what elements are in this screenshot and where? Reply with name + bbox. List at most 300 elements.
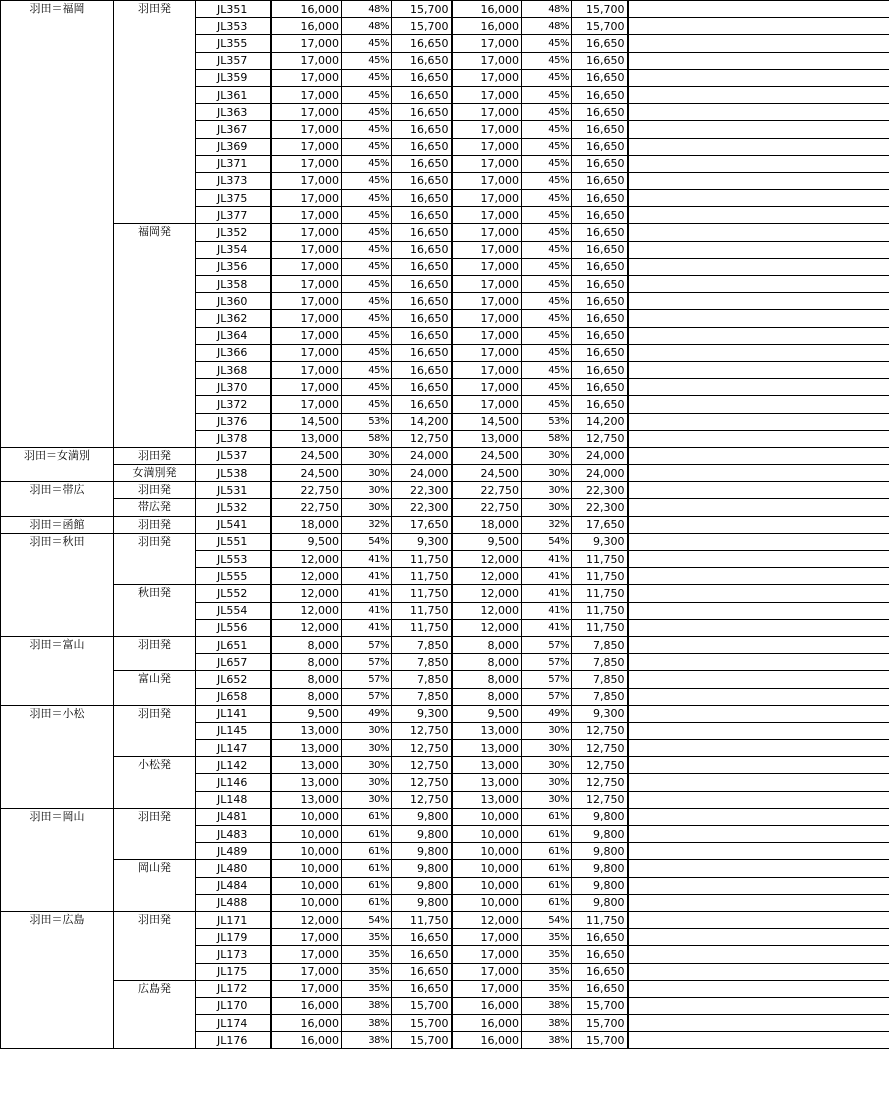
- flight-number-cell: JL488: [196, 894, 271, 911]
- discount-1-cell: 41%: [342, 619, 392, 636]
- discount-2-cell: 57%: [522, 688, 572, 705]
- price-2-cell: 7,850: [572, 671, 628, 688]
- price-2-cell: 11,750: [572, 911, 628, 928]
- fare-1-cell: 13,000: [271, 774, 342, 791]
- discount-2-cell: 48%: [522, 1, 572, 18]
- price-1-cell: 11,750: [392, 619, 452, 636]
- table-row: [1, 447, 889, 464]
- flight-number-cell: JL145: [196, 722, 271, 739]
- flight-number-cell: JL484: [196, 877, 271, 894]
- price-2-cell: 11,750: [572, 602, 628, 619]
- empty-cell: [628, 671, 889, 688]
- empty-cell: [628, 946, 889, 963]
- fare-1-cell: 17,000: [271, 35, 342, 52]
- price-1-cell: 16,650: [392, 258, 452, 275]
- discount-2-cell: 45%: [522, 379, 572, 396]
- direction-cell: 羽田発: [114, 516, 196, 533]
- empty-cell: [628, 1032, 889, 1049]
- discount-1-cell: 54%: [342, 911, 392, 928]
- price-2-cell: 16,650: [572, 276, 628, 293]
- fare-1-cell: 17,000: [271, 52, 342, 69]
- fare-2-cell: 12,000: [452, 551, 522, 568]
- flight-number-cell: JL352: [196, 224, 271, 241]
- discount-1-cell: 45%: [342, 379, 392, 396]
- fare-1-cell: 17,000: [271, 207, 342, 224]
- price-2-cell: 15,700: [572, 1015, 628, 1032]
- empty-cell: [628, 585, 889, 602]
- empty-cell: [628, 1015, 889, 1032]
- discount-2-cell: 41%: [522, 585, 572, 602]
- price-2-cell: 9,800: [572, 894, 628, 911]
- fare-1-cell: 17,000: [271, 361, 342, 378]
- discount-2-cell: 45%: [522, 361, 572, 378]
- direction-cell: 富山発: [114, 671, 196, 705]
- route-cell: 羽田＝小松: [1, 705, 114, 808]
- fare-2-cell: 17,000: [452, 963, 522, 980]
- fare-1-cell: 13,000: [271, 791, 342, 808]
- discount-2-cell: 45%: [522, 310, 572, 327]
- discount-1-cell: 45%: [342, 258, 392, 275]
- direction-cell: 帯広発: [114, 499, 196, 516]
- discount-2-cell: 45%: [522, 396, 572, 413]
- fare-1-cell: 17,000: [271, 224, 342, 241]
- flight-number-cell: JL483: [196, 826, 271, 843]
- empty-cell: [628, 602, 889, 619]
- empty-cell: [628, 911, 889, 928]
- discount-2-cell: 35%: [522, 980, 572, 997]
- price-2-cell: 9,800: [572, 808, 628, 825]
- discount-1-cell: 35%: [342, 946, 392, 963]
- table-row: [1, 465, 889, 482]
- route-cell: 羽田＝女満別: [1, 447, 114, 481]
- fare-1-cell: 10,000: [271, 860, 342, 877]
- price-2-cell: 15,700: [572, 1032, 628, 1049]
- flight-number-cell: JL658: [196, 688, 271, 705]
- discount-2-cell: 41%: [522, 551, 572, 568]
- discount-1-cell: 61%: [342, 808, 392, 825]
- fare-1-cell: 8,000: [271, 688, 342, 705]
- discount-2-cell: 30%: [522, 757, 572, 774]
- fare-1-cell: 10,000: [271, 894, 342, 911]
- flight-number-cell: JL172: [196, 980, 271, 997]
- flight-number-cell: JL532: [196, 499, 271, 516]
- empty-cell: [628, 740, 889, 757]
- fare-1-cell: 13,000: [271, 722, 342, 739]
- empty-cell: [628, 241, 889, 258]
- discount-2-cell: 45%: [522, 241, 572, 258]
- empty-cell: [628, 963, 889, 980]
- discount-2-cell: 57%: [522, 654, 572, 671]
- empty-cell: [628, 379, 889, 396]
- flight-number-cell: JL361: [196, 86, 271, 103]
- price-1-cell: 16,650: [392, 121, 452, 138]
- fare-2-cell: 17,000: [452, 104, 522, 121]
- discount-1-cell: 38%: [342, 1032, 392, 1049]
- table-row: [1, 705, 889, 722]
- price-1-cell: 11,750: [392, 551, 452, 568]
- fare-1-cell: 12,000: [271, 585, 342, 602]
- empty-cell: [628, 499, 889, 516]
- fare-2-cell: 17,000: [452, 121, 522, 138]
- discount-1-cell: 45%: [342, 35, 392, 52]
- discount-2-cell: 61%: [522, 843, 572, 860]
- discount-1-cell: 45%: [342, 310, 392, 327]
- price-1-cell: 9,800: [392, 860, 452, 877]
- fare-2-cell: 17,000: [452, 86, 522, 103]
- price-2-cell: 16,650: [572, 104, 628, 121]
- fare-1-cell: 17,000: [271, 946, 342, 963]
- fare-1-cell: 10,000: [271, 843, 342, 860]
- discount-2-cell: 45%: [522, 190, 572, 207]
- price-2-cell: 16,650: [572, 293, 628, 310]
- flight-number-cell: JL173: [196, 946, 271, 963]
- empty-cell: [628, 619, 889, 636]
- fare-2-cell: 12,000: [452, 602, 522, 619]
- fare-1-cell: 12,000: [271, 619, 342, 636]
- price-2-cell: 16,650: [572, 138, 628, 155]
- empty-cell: [628, 791, 889, 808]
- fare-1-cell: 9,500: [271, 705, 342, 722]
- empty-cell: [628, 361, 889, 378]
- price-1-cell: 9,800: [392, 877, 452, 894]
- price-2-cell: 16,650: [572, 396, 628, 413]
- discount-2-cell: 45%: [522, 86, 572, 103]
- empty-cell: [628, 69, 889, 86]
- flight-number-cell: JL141: [196, 705, 271, 722]
- fare-2-cell: 12,000: [452, 585, 522, 602]
- discount-2-cell: 45%: [522, 293, 572, 310]
- discount-2-cell: 58%: [522, 430, 572, 447]
- discount-2-cell: 48%: [522, 18, 572, 35]
- fare-1-cell: 9,500: [271, 533, 342, 550]
- direction-cell: 小松発: [114, 757, 196, 809]
- price-1-cell: 12,750: [392, 722, 452, 739]
- price-2-cell: 16,650: [572, 190, 628, 207]
- fare-2-cell: 10,000: [452, 843, 522, 860]
- empty-cell: [628, 843, 889, 860]
- fare-1-cell: 24,500: [271, 465, 342, 482]
- fare-1-cell: 22,750: [271, 482, 342, 499]
- price-1-cell: 16,650: [392, 929, 452, 946]
- empty-cell: [628, 877, 889, 894]
- price-2-cell: 7,850: [572, 636, 628, 653]
- price-2-cell: 16,650: [572, 946, 628, 963]
- fare-2-cell: 17,000: [452, 190, 522, 207]
- discount-1-cell: 41%: [342, 585, 392, 602]
- price-2-cell: 16,650: [572, 224, 628, 241]
- table-row: [1, 516, 889, 533]
- price-2-cell: 16,650: [572, 929, 628, 946]
- fare-1-cell: 16,000: [271, 1, 342, 18]
- route-cell: 羽田＝帯広: [1, 482, 114, 516]
- table-row: [1, 585, 889, 602]
- fare-1-cell: 22,750: [271, 499, 342, 516]
- price-2-cell: 12,750: [572, 740, 628, 757]
- price-1-cell: 16,650: [392, 104, 452, 121]
- discount-2-cell: 45%: [522, 207, 572, 224]
- empty-cell: [628, 1, 889, 18]
- flight-number-cell: JL355: [196, 35, 271, 52]
- empty-cell: [628, 808, 889, 825]
- discount-2-cell: 57%: [522, 636, 572, 653]
- direction-cell: 羽田発: [114, 808, 196, 860]
- price-2-cell: 7,850: [572, 654, 628, 671]
- empty-cell: [628, 207, 889, 224]
- fare-1-cell: 14,500: [271, 413, 342, 430]
- discount-2-cell: 30%: [522, 499, 572, 516]
- price-2-cell: 16,650: [572, 379, 628, 396]
- price-1-cell: 16,650: [392, 224, 452, 241]
- discount-1-cell: 30%: [342, 465, 392, 482]
- fare-2-cell: 8,000: [452, 688, 522, 705]
- fare-1-cell: 10,000: [271, 877, 342, 894]
- fare-1-cell: 13,000: [271, 430, 342, 447]
- discount-2-cell: 45%: [522, 138, 572, 155]
- price-1-cell: 16,650: [392, 980, 452, 997]
- discount-2-cell: 30%: [522, 791, 572, 808]
- direction-cell: 羽田発: [114, 636, 196, 670]
- discount-1-cell: 35%: [342, 980, 392, 997]
- discount-1-cell: 58%: [342, 430, 392, 447]
- price-2-cell: 22,300: [572, 499, 628, 516]
- flight-number-cell: JL142: [196, 757, 271, 774]
- table-row: [1, 482, 889, 499]
- empty-cell: [628, 997, 889, 1014]
- fare-2-cell: 12,000: [452, 911, 522, 928]
- price-2-cell: 12,750: [572, 430, 628, 447]
- discount-2-cell: 45%: [522, 52, 572, 69]
- price-2-cell: 9,300: [572, 533, 628, 550]
- route-cell: 羽田＝富山: [1, 636, 114, 705]
- price-2-cell: 7,850: [572, 688, 628, 705]
- price-2-cell: 17,650: [572, 516, 628, 533]
- fare-2-cell: 13,000: [452, 740, 522, 757]
- empty-cell: [628, 705, 889, 722]
- discount-1-cell: 30%: [342, 499, 392, 516]
- direction-cell: 福岡発: [114, 224, 196, 447]
- fare-1-cell: 17,000: [271, 172, 342, 189]
- flight-number-cell: JL174: [196, 1015, 271, 1032]
- direction-cell: 羽田発: [114, 533, 196, 585]
- price-1-cell: 15,700: [392, 1032, 452, 1049]
- direction-cell: 羽田発: [114, 482, 196, 499]
- fare-2-cell: 10,000: [452, 877, 522, 894]
- discount-2-cell: 45%: [522, 155, 572, 172]
- fare-2-cell: 17,000: [452, 344, 522, 361]
- price-2-cell: 11,750: [572, 619, 628, 636]
- fare-2-cell: 9,500: [452, 533, 522, 550]
- fare-2-cell: 8,000: [452, 636, 522, 653]
- empty-cell: [628, 860, 889, 877]
- price-2-cell: 16,650: [572, 121, 628, 138]
- table-row: [1, 499, 889, 516]
- fare-1-cell: 17,000: [271, 104, 342, 121]
- flight-number-cell: JL354: [196, 241, 271, 258]
- price-2-cell: 16,650: [572, 155, 628, 172]
- flight-number-cell: JL366: [196, 344, 271, 361]
- empty-cell: [628, 104, 889, 121]
- fare-1-cell: 12,000: [271, 568, 342, 585]
- discount-1-cell: 38%: [342, 997, 392, 1014]
- flight-number-cell: JL176: [196, 1032, 271, 1049]
- discount-2-cell: 45%: [522, 224, 572, 241]
- flight-number-cell: JL148: [196, 791, 271, 808]
- price-2-cell: 16,650: [572, 35, 628, 52]
- discount-2-cell: 45%: [522, 69, 572, 86]
- flight-number-cell: JL372: [196, 396, 271, 413]
- price-1-cell: 16,650: [392, 293, 452, 310]
- discount-2-cell: 41%: [522, 568, 572, 585]
- flight-number-cell: JL358: [196, 276, 271, 293]
- flight-number-cell: JL531: [196, 482, 271, 499]
- discount-2-cell: 45%: [522, 172, 572, 189]
- price-2-cell: 16,650: [572, 327, 628, 344]
- discount-1-cell: 57%: [342, 671, 392, 688]
- price-1-cell: 16,650: [392, 155, 452, 172]
- discount-1-cell: 45%: [342, 293, 392, 310]
- discount-2-cell: 30%: [522, 465, 572, 482]
- flight-number-cell: JL480: [196, 860, 271, 877]
- table-row: [1, 224, 889, 241]
- discount-1-cell: 45%: [342, 121, 392, 138]
- price-1-cell: 16,650: [392, 207, 452, 224]
- discount-1-cell: 45%: [342, 207, 392, 224]
- fare-2-cell: 17,000: [452, 293, 522, 310]
- flight-number-cell: JL351: [196, 1, 271, 18]
- fare-2-cell: 17,000: [452, 69, 522, 86]
- flight-number-cell: JL373: [196, 172, 271, 189]
- fare-2-cell: 16,000: [452, 1032, 522, 1049]
- empty-cell: [628, 276, 889, 293]
- price-1-cell: 15,700: [392, 18, 452, 35]
- price-2-cell: 12,750: [572, 791, 628, 808]
- discount-1-cell: 30%: [342, 482, 392, 499]
- price-2-cell: 12,750: [572, 722, 628, 739]
- discount-2-cell: 30%: [522, 774, 572, 791]
- fare-1-cell: 17,000: [271, 276, 342, 293]
- fare-2-cell: 9,500: [452, 705, 522, 722]
- table-row: [1, 671, 889, 688]
- discount-1-cell: 45%: [342, 86, 392, 103]
- price-2-cell: 15,700: [572, 18, 628, 35]
- discount-2-cell: 45%: [522, 258, 572, 275]
- price-1-cell: 16,650: [392, 379, 452, 396]
- fare-2-cell: 12,000: [452, 619, 522, 636]
- discount-1-cell: 45%: [342, 327, 392, 344]
- fare-2-cell: 13,000: [452, 722, 522, 739]
- empty-cell: [628, 980, 889, 997]
- empty-cell: [628, 258, 889, 275]
- table-row: [1, 860, 889, 877]
- fare-1-cell: 16,000: [271, 1032, 342, 1049]
- price-1-cell: 16,650: [392, 52, 452, 69]
- fare-1-cell: 16,000: [271, 1015, 342, 1032]
- table-row: [1, 911, 889, 928]
- discount-1-cell: 30%: [342, 722, 392, 739]
- price-2-cell: 16,650: [572, 344, 628, 361]
- table-row: [1, 808, 889, 825]
- discount-2-cell: 41%: [522, 602, 572, 619]
- fare-1-cell: 8,000: [271, 636, 342, 653]
- price-1-cell: 7,850: [392, 636, 452, 653]
- fare-2-cell: 17,000: [452, 172, 522, 189]
- fare-1-cell: 17,000: [271, 86, 342, 103]
- fare-2-cell: 17,000: [452, 980, 522, 997]
- price-1-cell: 7,850: [392, 671, 452, 688]
- price-2-cell: 9,800: [572, 877, 628, 894]
- empty-cell: [628, 293, 889, 310]
- empty-cell: [628, 516, 889, 533]
- flight-number-cell: JL537: [196, 447, 271, 464]
- price-2-cell: 15,700: [572, 1, 628, 18]
- fare-2-cell: 16,000: [452, 1, 522, 18]
- table-row: [1, 636, 889, 653]
- discount-1-cell: 61%: [342, 877, 392, 894]
- fare-1-cell: 17,000: [271, 138, 342, 155]
- fare-1-cell: 12,000: [271, 551, 342, 568]
- discount-2-cell: 38%: [522, 1032, 572, 1049]
- flight-number-cell: JL370: [196, 379, 271, 396]
- fare-1-cell: 17,000: [271, 293, 342, 310]
- discount-2-cell: 38%: [522, 1015, 572, 1032]
- discount-1-cell: 45%: [342, 104, 392, 121]
- route-cell: 羽田＝秋田: [1, 533, 114, 636]
- discount-1-cell: 45%: [342, 276, 392, 293]
- discount-1-cell: 45%: [342, 69, 392, 86]
- empty-cell: [628, 447, 889, 464]
- discount-1-cell: 57%: [342, 654, 392, 671]
- direction-cell: 羽田発: [114, 447, 196, 464]
- discount-2-cell: 61%: [522, 877, 572, 894]
- empty-cell: [628, 774, 889, 791]
- price-1-cell: 9,800: [392, 826, 452, 843]
- discount-1-cell: 35%: [342, 963, 392, 980]
- discount-2-cell: 61%: [522, 826, 572, 843]
- empty-cell: [628, 172, 889, 189]
- empty-cell: [628, 190, 889, 207]
- price-2-cell: 11,750: [572, 568, 628, 585]
- price-2-cell: 11,750: [572, 585, 628, 602]
- discount-1-cell: 61%: [342, 860, 392, 877]
- discount-1-cell: 30%: [342, 791, 392, 808]
- table-row: [1, 757, 889, 774]
- fare-2-cell: 13,000: [452, 791, 522, 808]
- flight-number-cell: JL489: [196, 843, 271, 860]
- flight-number-cell: JL377: [196, 207, 271, 224]
- price-2-cell: 12,750: [572, 774, 628, 791]
- discount-2-cell: 30%: [522, 447, 572, 464]
- fare-2-cell: 22,750: [452, 482, 522, 499]
- fare-1-cell: 17,000: [271, 379, 342, 396]
- price-2-cell: 16,650: [572, 310, 628, 327]
- discount-1-cell: 45%: [342, 361, 392, 378]
- fare-1-cell: 17,000: [271, 121, 342, 138]
- price-2-cell: 24,000: [572, 447, 628, 464]
- discount-1-cell: 45%: [342, 172, 392, 189]
- discount-1-cell: 30%: [342, 447, 392, 464]
- empty-cell: [628, 482, 889, 499]
- price-1-cell: 12,750: [392, 774, 452, 791]
- direction-cell: 羽田発: [114, 1, 196, 224]
- fare-1-cell: 13,000: [271, 740, 342, 757]
- discount-1-cell: 30%: [342, 757, 392, 774]
- discount-1-cell: 30%: [342, 774, 392, 791]
- fare-2-cell: 22,750: [452, 499, 522, 516]
- price-1-cell: 12,750: [392, 430, 452, 447]
- price-2-cell: 12,750: [572, 757, 628, 774]
- fare-2-cell: 18,000: [452, 516, 522, 533]
- flight-number-cell: JL368: [196, 361, 271, 378]
